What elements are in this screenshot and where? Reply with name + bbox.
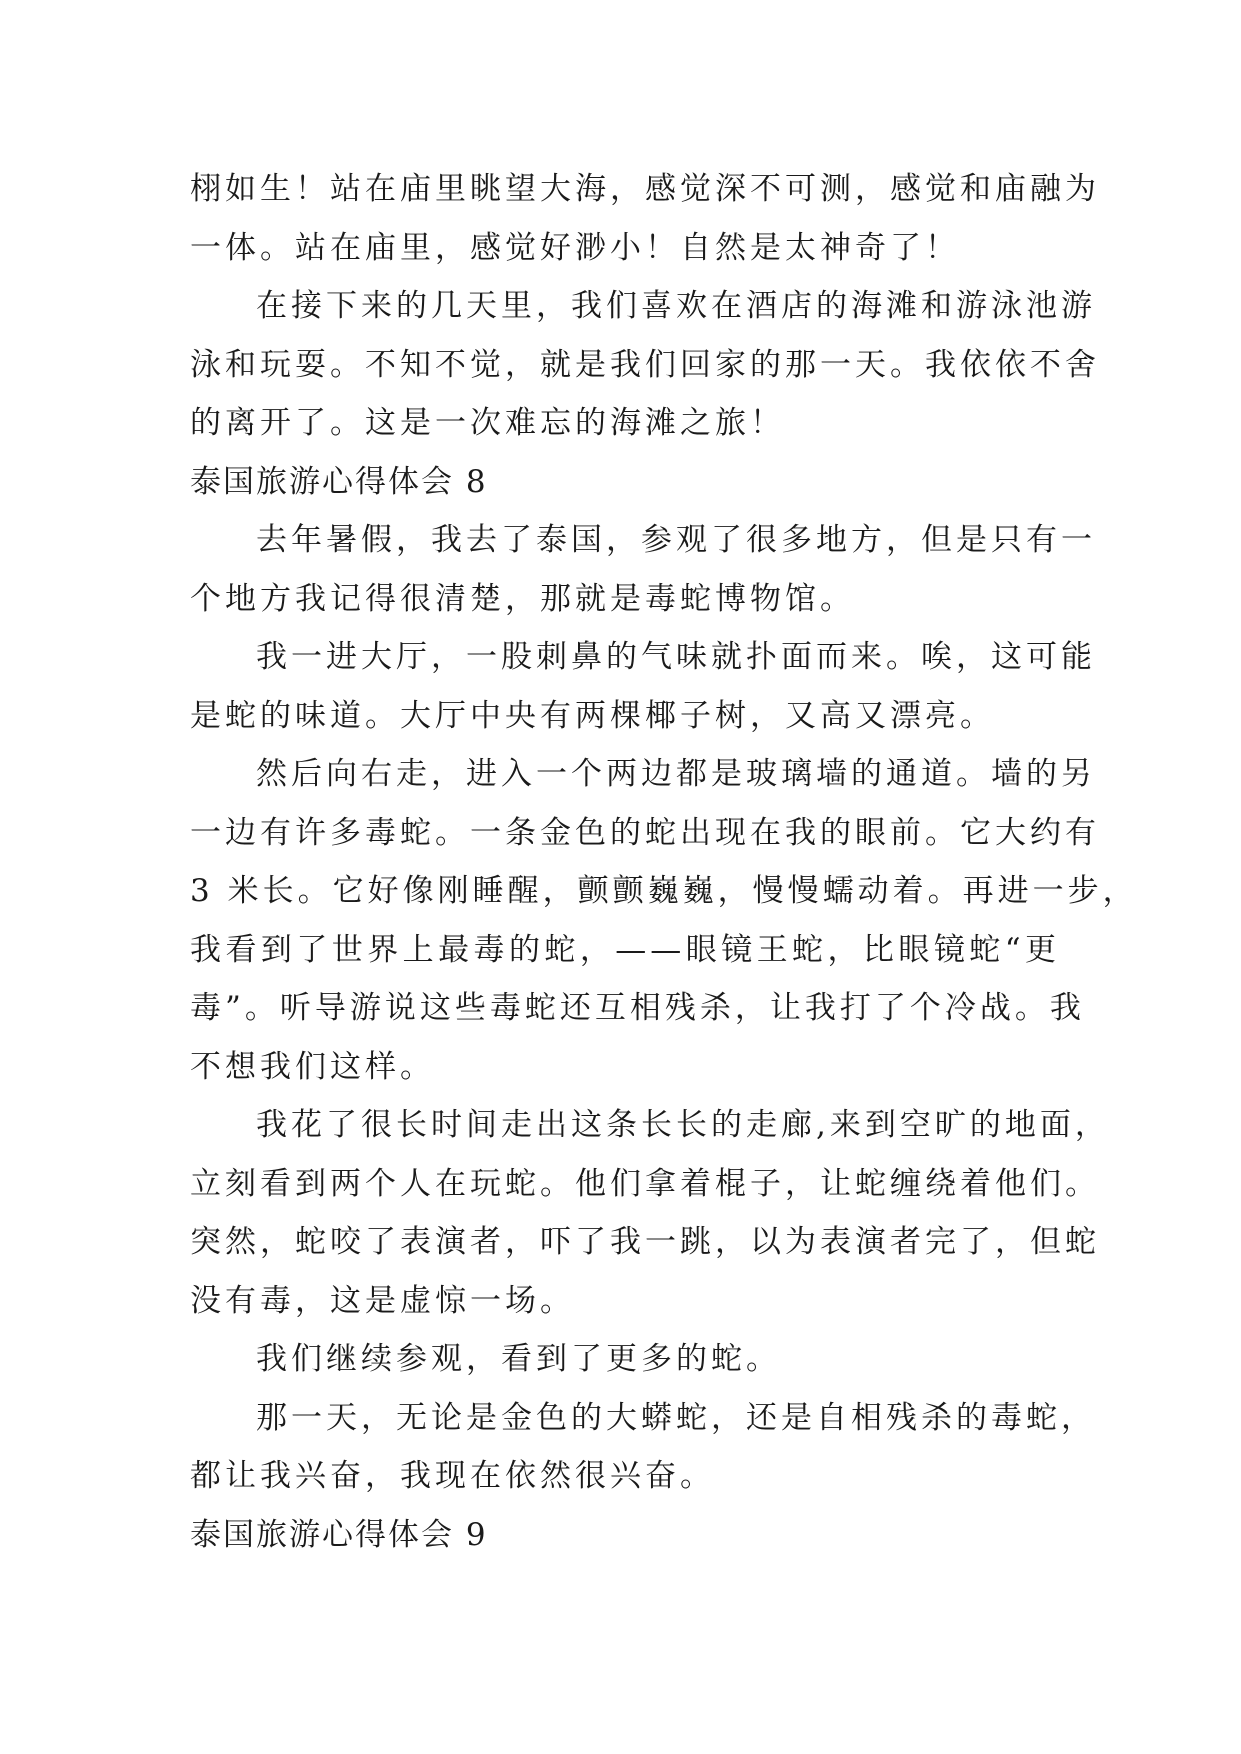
document-page	[190, 160, 1138, 1564]
paragraph-line: 我看到了世界上最毒的蛇，——眼镜王蛇，比眼镜蛇“更	[190, 931, 1060, 968]
paragraph-line: 立刻看到两个人在玩蛇。他们拿着棍子，让蛇缠绕着他们。	[190, 1165, 1100, 1202]
paragraph-line: 都让我兴奋，我现在依然很兴奋。	[190, 1458, 715, 1494]
paragraph-line: 毒”。听导游说这些毒蛇还互相残杀，让我打了个冷战。我	[190, 990, 1085, 1026]
paragraph-first-line: 我花了很长时间走出这条长长的走廊,来到空旷的地面，	[256, 1107, 1110, 1143]
paragraph-first-line: 我们继续参观，看到了更多的蛇。	[256, 1341, 781, 1377]
paragraph-first-line: 我一进大厅，一股刺鼻的气味就扑面而来。唉，这可能	[256, 639, 1096, 675]
paragraph-line: 的离开了。这是一次难忘的海滩之旅！	[190, 405, 785, 441]
paragraph-first-line: 在接下来的几天里，我们喜欢在酒店的海滩和游泳池游	[256, 288, 1096, 324]
section-heading: 泰国旅游心得体会 9	[190, 1516, 488, 1553]
paragraph-line: 没有毒，这是虚惊一场。	[190, 1282, 575, 1319]
paragraph-line: 栩如生！站在庙里眺望大海，感觉深不可测，感觉和庙融为	[190, 171, 1100, 207]
paragraph-first-line: 那一天，无论是金色的大蟒蛇，还是自相残杀的毒蛇，	[256, 1399, 1096, 1436]
paragraph-first-line: 去年暑假，我去了泰国，参观了很多地方，但是只有一	[256, 522, 1096, 558]
paragraph-line: 是蛇的味道。大厅中央有两棵椰子树，又高又漂亮。	[190, 697, 995, 734]
paragraph-line: 3 米长。它好像刚睡醒，颤颤巍巍，慢慢蠕动着。再进一步，	[190, 873, 1138, 909]
section-heading: 泰国旅游心得体会 8	[190, 463, 488, 500]
paragraph-line: 一边有许多毒蛇。一条金色的蛇出现在我的眼前。它大约有	[190, 814, 1100, 851]
paragraph-line: 个地方我记得很清楚，那就是毒蛇博物馆。	[190, 580, 855, 617]
paragraph-line: 突然，蛇咬了表演者，吓了我一跳，以为表演者完了，但蛇	[190, 1224, 1100, 1260]
paragraph-first-line: 然后向右走，进入一个两边都是玻璃墙的通道。墙的另	[256, 756, 1096, 792]
paragraph-line: 不想我们这样。	[190, 1048, 435, 1085]
paragraph-line: 一体。站在庙里，感觉好渺小！自然是太神奇了！	[190, 229, 960, 266]
paragraph-line: 泳和玩耍。不知不觉，就是我们回家的那一天。我依依不舍	[190, 346, 1100, 383]
